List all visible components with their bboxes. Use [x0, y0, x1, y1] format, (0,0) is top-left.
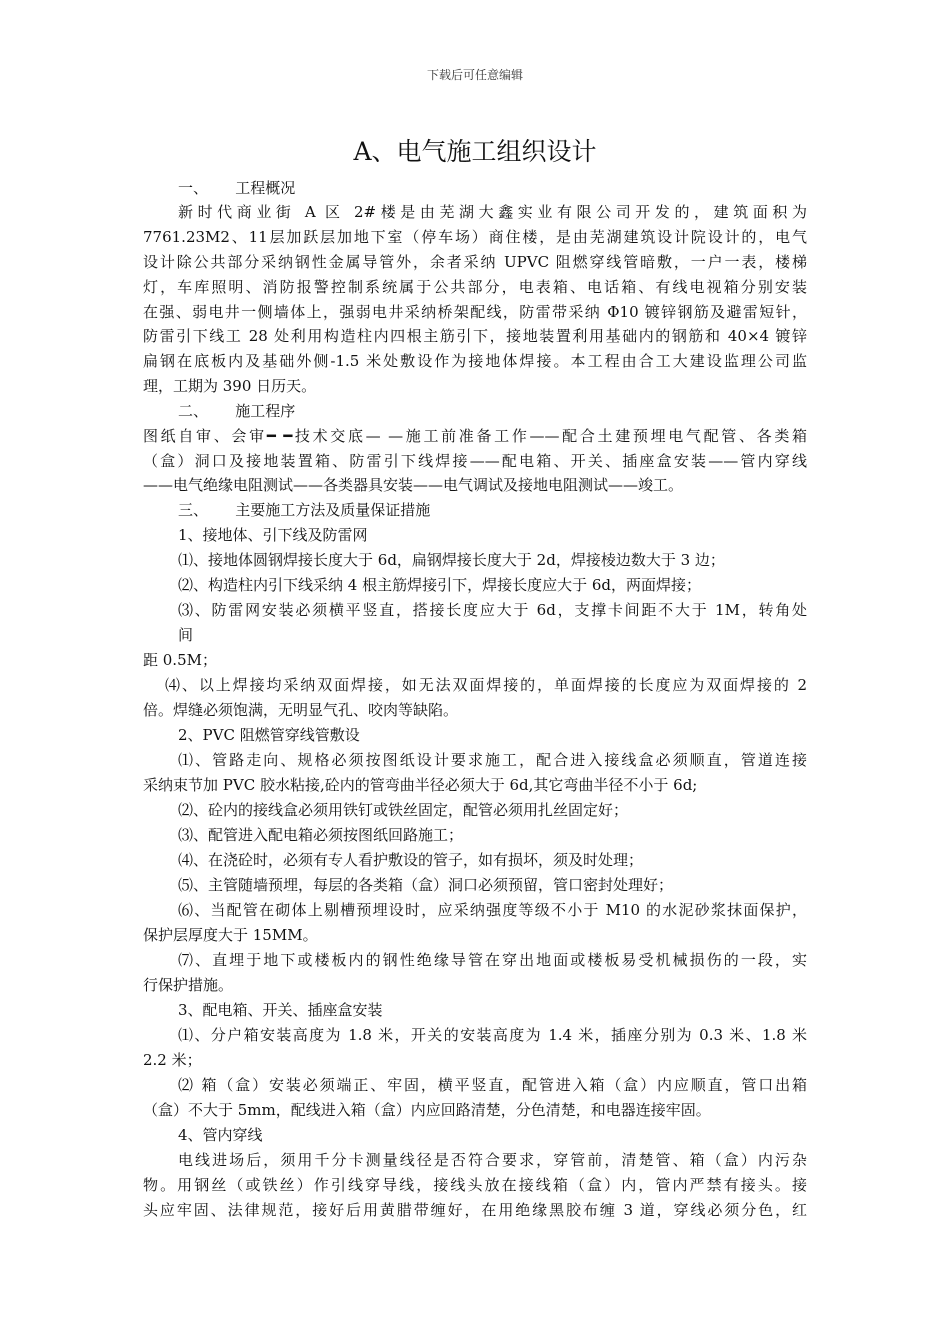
- paragraph-line: 理，工期为 390 日历天。: [143, 377, 317, 395]
- list-item: ⑷、在浇砼时，必须有专人看护敷设的管子，如有损坏，须及时处理；: [178, 851, 644, 869]
- list-item: ⑵ 箱（盒）安装必须端正、牢固，横平竖直，配管进入箱（盒）内应顺直，管口出箱: [178, 1076, 807, 1094]
- list-item: ⑴、管路走向、规格必须按图纸设计要求施工，配合进入接线盒必须顺直，管道连接: [178, 751, 807, 769]
- paragraph-line: 灯，车库照明、消防报警控制系统属于公共部分，电表箱、电话箱、有线电视箱分别安装: [143, 278, 807, 296]
- list-item-continuation: 采纳束节加 PVC 胶水粘接,砼内的管弯曲半径必须大于 6d,其它弯曲半径不小于 6d;: [143, 776, 698, 794]
- list-item: ⑷、以上焊接均采纳双面焊接，如无法双面焊接的，单面焊接的长度应为双面焊接的 2: [165, 676, 807, 694]
- section-heading: 二、 施工程序: [178, 402, 296, 420]
- list-item: ⑹、当配管在砌体上剔槽预埋设时，应采纳强度等级不小于 M10 的水泥砂浆抹面保护，: [178, 901, 807, 919]
- list-item-continuation: 行保护措施。: [143, 976, 234, 994]
- paragraph-line: 设计除公共部分采纳钢性金属导管外，余者采纳 UPVC 阻燃穿线管暗敷，一户一表，楼梯: [143, 253, 807, 271]
- list-item: ⑺、直埋于地下或楼板内的钢性绝缘导管在穿出地面或楼板易受机械损伤的一段，实: [178, 951, 807, 969]
- list-item: ⑸、主管随墙预埋，每层的各类箱（盒）洞口必须预留，管口密封处理好；: [178, 876, 674, 894]
- subsection-heading: 4、管内穿线: [178, 1126, 263, 1144]
- paragraph-line: 7761.23M2、11层加跃层加地下室（停车场）商住楼，是由芜湖建筑设计院设计的，电气: [143, 228, 807, 246]
- paragraph-line: 头应牢固、法律规范，接好后用黄腊带缠好，在用绝缘黑胶布缠 3 道，穿线必须分色，红: [143, 1201, 807, 1219]
- paragraph-line: 物。用钢丝（或铁丝）作引线穿导线，接线头放在接线箱（盒）内，管内严禁有接头。接: [143, 1176, 807, 1194]
- subsection-heading: 3、配电箱、开关、插座盒安装: [178, 1001, 383, 1019]
- paragraph-line: 电线进场后，须用千分卡测量线径是否符合要求，穿管前，清楚管、箱（盒）内污杂: [178, 1151, 807, 1169]
- list-item: ⑵、砼内的接线盒必须用铁钉或铁丝固定，配管必须用扎丝固定好；: [178, 801, 629, 819]
- section-heading: 一、 工程概况: [178, 179, 296, 197]
- subsection-heading: 2、PVC 阻燃管穿线管敷设: [178, 726, 360, 744]
- paragraph-line: 扁钢在底板内及基础外侧-1.5 米处敷设作为接地体焊接。本工程由合工大建设监理公司监: [143, 352, 807, 370]
- paragraph-line: （盒）洞口及接地装置箱、防雷引下线焊接——配电箱、开关、插座盒安装——管内穿线: [143, 452, 807, 470]
- subsection-heading: 1、接地体、引下线及防雷网: [178, 526, 368, 544]
- paragraph-line: 新时代商业街 A 区 2#楼是由芜湖大鑫实业有限公司开发的，建筑面积为: [178, 203, 807, 221]
- list-item-continuation: 距 0.5M；: [143, 651, 217, 669]
- list-item: ⑶、防雷网安装必须横平竖直，搭接长度应大于 6d，支撑卡间距不大于 1M，转角处: [178, 601, 807, 619]
- list-item: ⑵、构造柱内引下线采纳 4 根主筋焊接引下，焊接长度应大于 6d，两面焊接；: [178, 576, 701, 594]
- list-item: ⑶、配管进入配电箱必须按图纸回路施工；: [178, 826, 464, 844]
- paragraph-line: 图纸自审、会审━ ━技术交底— —施工前准备工作——配合土建预埋电气配管、各类箱: [143, 427, 807, 445]
- list-item: ⑴、接地体圆钢焊接长度大于 6d，扁钢焊接长度大于 2d，焊接棱边数大于 3 边；: [178, 551, 725, 569]
- list-item-continuation: 间: [178, 626, 194, 644]
- paragraph-line: 在强、弱电井一侧墙体上，强弱电井采纳桥架配线，防雷带采纳 Φ10 镀锌钢筋及避雷短针，: [143, 303, 807, 321]
- list-item-continuation: 保护层厚度大于 15MM。: [143, 926, 318, 944]
- list-item: ⑴、分户箱安装高度为 1.8 米，开关的安装高度为 1.4 米，插座分别为 0.3 米、1.8 米: [178, 1026, 807, 1044]
- list-item-continuation: 2.2 米；: [143, 1051, 202, 1069]
- section-heading: 三、 主要施工方法及质量保证措施: [178, 501, 431, 519]
- page-title: A、电气施工组织设计: [353, 137, 597, 166]
- list-item-continuation: （盒）不大于 5mm，配线进入箱（盒）内应回路清楚，分色清楚，和电器连接牢固。: [143, 1101, 711, 1119]
- list-item-continuation: 倍。焊缝必须饱满，无明显气孔、咬肉等缺陷。: [143, 701, 459, 719]
- header-note: 下载后可任意编辑: [426, 68, 523, 82]
- paragraph-line: 防雷引下线工 28 处利用构造柱内四根主筋引下，接地装置利用基础内的钢筋和 40×4 镀锌: [143, 327, 807, 345]
- paragraph-line: ——电气绝缘电阻测试——各类器具安装——电气调试及接地电阻测试——竣工。: [143, 476, 684, 494]
